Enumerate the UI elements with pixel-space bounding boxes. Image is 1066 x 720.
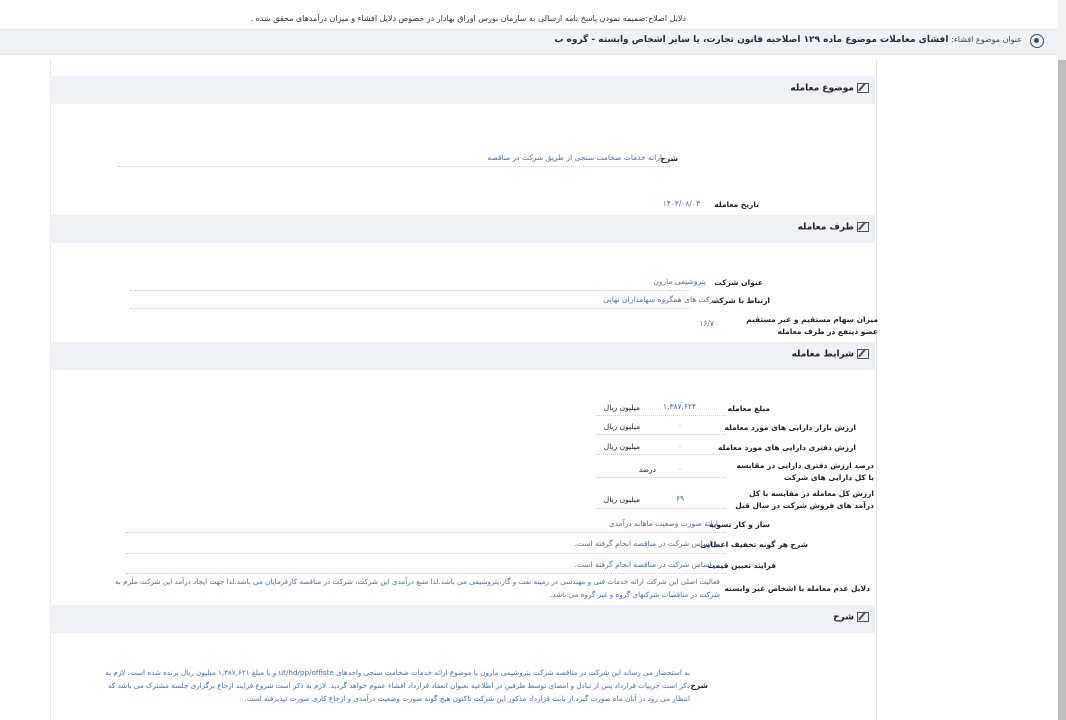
divider — [596, 477, 726, 478]
subject-date-value: ۱۴۰۳/۰۸/۰۳ — [662, 199, 700, 208]
cond-amount-value: ۱,۳۸۷,۶۲۴ — [663, 402, 696, 411]
cond-discount-label: شرح هر گونه تخفیف اعطایی — [699, 540, 808, 549]
cond-amount-label: مبلغ معامله — [727, 404, 770, 413]
subject-date-label: تاریخ معامله — [714, 200, 759, 209]
description-value: به استحضار می رساند این شرکت در مناقصه شرکت پتروشیمی مارون با موضوع ارائه خدمات ضخامت سنجی واحدهای ut/hd/pp/offiste و با مبلغ ۱,۳۸۷,۶۲۱ میلیون ریال برنده شده است. لازم به ذکر است جزییات قرارداد پس از تبادل و امضای توسط طرفین در اطلاعیه بعنوان انعقاد قرارداد افشاء عموم خواهد گردید. لازم به ذکر است شروع فرایند ارجاع برگزاری جلسه مشترک می باشد که انتظار می رود در آبان ماه صورت گیرد.از بابت قرارداد مذکور این شرکت تاکنون هیچ گونه صورت وضعیت درآمدی و ارجاع کاری صورت نپذیرفته است. — [105, 668, 690, 703]
cond-book-label: ارزش دفتری دارایی های مورد معامله — [717, 443, 856, 452]
cond-revenue-unit: میلیون ریال — [603, 495, 640, 504]
disclosure-title-bar — [0, 29, 1058, 55]
section-title-conditions: شرایط معامله — [792, 349, 869, 360]
cond-percent-value: ۰ — [677, 464, 682, 473]
cond-book-unit: میلیون ریال — [603, 442, 640, 451]
disclosure-title — [554, 35, 1022, 45]
section-title-subject: موضوع معامله — [790, 83, 869, 94]
cond-pricing-value: بر اساس شرکت در مناقصه انجام گرفته است. — [574, 560, 720, 569]
correction-notice: دلایل اصلاح:ضمیمه نمودن پاسخ نامه ارسالی به سازمان بورس اوراق بهادار در خصوص دلایل افشاء و میزان درآمدهای محقق شده . — [250, 14, 686, 23]
section-header-conditions — [50, 342, 875, 370]
divider — [126, 532, 726, 533]
radio-target-icon — [1030, 34, 1044, 48]
cond-discount-value: بر اساس شرکت در مناقصه انجام گرفته است. — [574, 539, 720, 548]
cond-settlement-label: ساز و کار تسویه — [708, 520, 770, 529]
divider — [596, 508, 726, 509]
section-header-subject — [50, 76, 875, 104]
party-relation-value: شرکت های همگروه سهامداران نهایی — [603, 295, 720, 304]
divider — [130, 308, 690, 309]
party-share-label: میزان سهام مستقیم و غیر مستقیم عضو ذینفع در طرف معامله — [746, 315, 878, 336]
title-value: افشای معاملات موضوع ماده ۱۲۹ اصلاحیه قانون تجارت، یا سایر اشخاص وابسته - گروه ب — [554, 35, 949, 45]
cond-reason-label: دلایل عدم معامله با اشخاص غیر وابسته — [724, 584, 870, 593]
edit-icon — [857, 222, 869, 232]
edit-icon — [857, 83, 869, 93]
party-company-label: عنوان شرکت — [714, 278, 763, 287]
cond-book-value: ۰ — [677, 441, 682, 450]
divider — [118, 166, 678, 167]
section-header-description — [50, 605, 875, 633]
title-label: عنوان موضوع افشاء: — [951, 35, 1022, 44]
divider — [126, 573, 726, 574]
divider — [596, 454, 726, 455]
section-header-party — [50, 215, 875, 243]
edit-icon — [857, 612, 869, 622]
cond-pricing-label: فرایند تعیین قیمت — [707, 561, 776, 570]
cond-market-unit: میلیون ریال — [603, 422, 640, 431]
description-label: شرح — [690, 681, 708, 690]
cond-revenue-value: ۶۹ — [675, 494, 684, 503]
party-share-value: ۱۶/۷۰ — [699, 319, 718, 328]
cond-percent-label: درصد ارزش دفتری دارایی در مقایسه با کل دارایی های شرکت — [736, 461, 874, 482]
subject-desc-label: شرح — [660, 154, 678, 163]
cond-percent-unit: درصد — [638, 465, 656, 474]
party-company-value: پتروشیمی مارون — [653, 277, 706, 286]
subject-desc-value: ارائه خدمات ضخامت سنجی از طریق شرکت در مناقصه — [487, 153, 662, 162]
edit-icon — [857, 349, 869, 359]
divider — [596, 434, 726, 435]
cond-amount-unit: میلیون ریال — [603, 403, 640, 412]
cond-settlement-value: ارائه صورت وضعیت ماهانه درآمدی — [608, 519, 718, 528]
section-title-party: طرف معامله — [798, 222, 869, 233]
cond-revenue-label: ارزش کل معامله در مقایسه با کل درآمد های فروش شرکت در سال قبل — [735, 489, 874, 510]
cond-market-label: ارزش بازار دارایی های مورد معامله — [724, 423, 856, 432]
scrollbar-thumb[interactable] — [1058, 60, 1066, 720]
divider — [596, 415, 726, 416]
divider — [126, 553, 726, 554]
party-relation-label: ارتباط با شرکت — [711, 296, 770, 305]
divider — [130, 290, 690, 291]
cond-market-value: ۰ — [677, 421, 682, 430]
cond-reason-value: فعالیت اصلی این شرکت ارائه خدمات فنی و مهندسی در زمینه نفت و گاز،پتروشیمی می باشد.لذا منبع درآمدی این شرکت، شرکت در مناقصه کارفرمایان می باشد.لذا جهت ایجاد درآمد این شرکت ملزم به شرکت در مناقصات شرکتهای گروه و غیر گروه می باشد. — [114, 577, 720, 599]
section-title-description: شرح — [833, 612, 869, 623]
